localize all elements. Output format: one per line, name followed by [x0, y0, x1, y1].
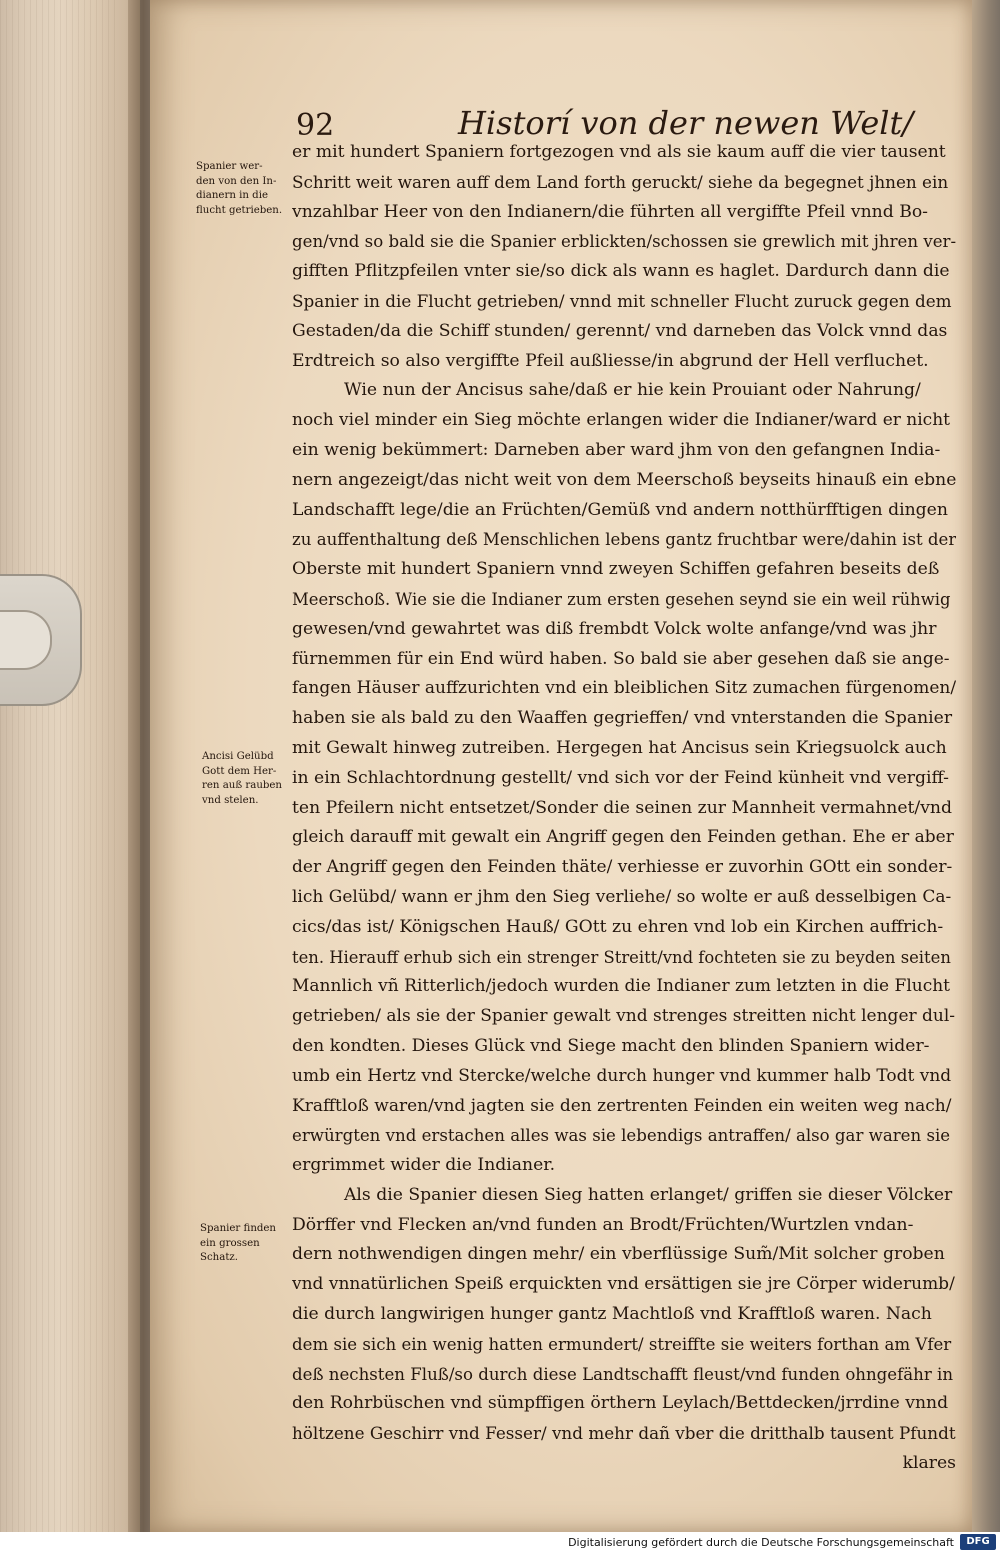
- text-line: Als die Spanier diesen Sieg hatten erlanget/ griffen sie dieser Völcker: [344, 1184, 953, 1205]
- text-line: getrieben/ als sie der Spanier gewalt vnd strenges streitten nicht lenger dul-: [292, 1006, 956, 1027]
- right-page-edge: [972, 0, 1000, 1532]
- marginal-note-line: Gott dem Her-: [202, 765, 277, 777]
- running-title: Historí von der newen Welt/: [458, 104, 914, 142]
- text-line: ein wenig bekümmert: Darneben aber ward jhm von den gefangnen India-: [292, 439, 941, 460]
- page-clip-inner: [0, 610, 52, 670]
- text-line: fangen Häuser auffzurichten vnd ein bleiblichen Sitz zumachen fürgenomen/: [292, 678, 956, 699]
- text-line: cics/das ist/ Königschen Hauß/ GOtt zu ehren vnd lob ein Kirchen auffrich-: [292, 916, 944, 937]
- text-line: den kondten. Dieses Glück vnd Siege macht den blinden Spaniern wider-: [292, 1035, 930, 1056]
- marginal-note-line: vnd stelen.: [202, 794, 259, 806]
- text-line: die durch langwirigen hunger gantz Machtloß vnd Krafftloß waren. Nach: [292, 1304, 932, 1325]
- text-line: ergrimmet wider die Indianer.: [292, 1155, 556, 1176]
- text-line: nern angezeigt/das nicht weit von dem Meerschoß beyseits hinauß ein ebne: [292, 469, 956, 490]
- text-line: deß nechsten Fluß/so durch diese Landtschafft fleust/vnd funden ohngefähr in: [292, 1364, 954, 1384]
- text-line: gen/vnd so bald sie die Spanier erblickten/schossen sie grewlich mit jhren ver-: [292, 232, 956, 252]
- text-line: vnd vnnatürlichen Speiß erquickten vnd ersättigen sie jre Cörper widerumb/: [292, 1274, 955, 1295]
- page-number: 92: [296, 108, 335, 143]
- marginal-note-line: ren auß rauben: [202, 780, 282, 792]
- page-clip-tab: [0, 574, 82, 706]
- text-line: er mit hundert Spaniern fortgezogen vnd als sie kaum auff die vier tausent: [292, 142, 946, 162]
- text-line: erwürgten vnd erstachen alles was sie lebendigs antraffen/ also gar waren sie: [292, 1126, 951, 1146]
- text-line: lich Gelübd/ wann er jhm den Sieg verliehe/ so wolte er auß desselbigen Ca-: [292, 886, 952, 907]
- text-line: gifften Pflitzpfeilen vnter sie/so dick als wann es haglet. Dardurch dann die: [292, 261, 950, 282]
- body-text: [292, 138, 956, 1479]
- text-line: höltzene Geschirr vnd Fesser/ vnd mehr dañ vber die dritthalb tausent Pfundt: [292, 1423, 956, 1444]
- text-line: Dörffer vnd Flecken an/vnd funden an Brodt/Früchten/Wurtzlen vndan-: [292, 1214, 914, 1235]
- marginal-note-line: Spanier wer-: [196, 161, 263, 172]
- text-line: Oberste mit hundert Spaniern vnnd zweyen Schiffen gefahren beseits deß: [292, 559, 940, 580]
- marginal-note-line: Spanier finden: [200, 1223, 276, 1234]
- marginal-note-line: den von den In-: [196, 175, 277, 187]
- text-line: Gestaden/da die Schiff stunden/ gerennt/ vnd darneben das Volck vnnd das: [292, 320, 948, 341]
- text-line: haben sie als bald zu den Waaffen gegrieffen/ vnd vnterstanden die Spanier: [292, 708, 953, 729]
- text-line: noch viel minder ein Sieg möchte erlangen wider die Indianer/ward er nicht: [292, 410, 950, 431]
- text-line: vnzahlbar Heer von den Indianern/die führten all vergiffte Pfeil vnnd Bo-: [292, 201, 928, 222]
- text-line: ten. Hierauff erhub sich ein strenger Streitt/vnd fochteten sie zu beyden seiten: [292, 947, 951, 967]
- text-line: Landschafft lege/die an Früchten/Gemüß vnd andern notthürfftigen dingen: [292, 499, 948, 520]
- text-line: dem sie sich ein wenig hatten ermundert/ streiffte sie weiters forthan am Vfer: [292, 1334, 952, 1354]
- text-line: Wie nun der Ancisus sahe/daß er hie kein Prouiant oder Nahrung/: [344, 380, 921, 401]
- text-line: gewesen/vnd gewahrtet was diß frembdt Volck wolte anfange/vnd was jhr: [292, 618, 937, 639]
- marginal-note-line: Ancisi Gelübd: [202, 751, 274, 762]
- text-line: fürnemmen für ein End würd haben. So bald sie aber gesehen daß sie ange-: [292, 648, 950, 669]
- text-line: mit Gewalt hinweg zutreiben. Hergegen hat Ancisus sein Kriegsuolck auch: [292, 737, 947, 758]
- marginal-note-line: flucht getrieben.: [196, 204, 283, 216]
- dfg-logo: DFG: [960, 1534, 996, 1550]
- text-line: in ein Schlachtordnung gestellt/ vnd sich vor der Feind künheit vnd vergiff-: [292, 767, 949, 788]
- marginal-note-line: Schatz.: [200, 1252, 239, 1264]
- catchword: klares: [902, 1453, 956, 1474]
- marginal-note-1: [196, 160, 282, 218]
- text-line: Krafftloß waren/vnd jagten sie den zertrenten Feinden ein weiten weg nach/: [292, 1095, 952, 1116]
- funding-credit: Digitalisierung gefördert durch die Deutsche Forschungsgemeinschaft: [568, 1536, 954, 1549]
- marginal-note-2: [202, 750, 282, 808]
- page-edges: [0, 0, 120, 1532]
- footer-bar: [0, 1532, 1000, 1553]
- text-line: Spanier in die Flucht getrieben/ vnnd mit schneller Flucht zuruck gegen dem: [292, 290, 952, 311]
- text-line: dern nothwendigen dingen mehr/ ein vberflüssige Sum̃/Mit solcher groben: [292, 1244, 945, 1265]
- text-line: Mannlich vñ Ritterlich/jedoch wurden die Indianer zum letzten in die Flucht: [292, 976, 951, 997]
- marginal-note-3: [200, 1222, 276, 1266]
- marginal-note-line: dianern in die: [196, 190, 268, 202]
- text-line: der Angriff gegen den Feinden thäte/ verhiesse er zuvorhin GOtt ein sonder-: [292, 857, 953, 878]
- text-line: Meerschoß. Wie sie die Indianer zum ersten gesehen seynd sie ein weil rühwig: [292, 589, 951, 609]
- marginal-note-line: ein grossen: [200, 1237, 260, 1249]
- text-line: ten Pfeilern nicht entsetzet/Sonder die seinen zur Mannheit vermahnet/vnd: [292, 797, 952, 818]
- text-line: Schritt weit waren auff dem Land forth geruckt/ siehe da begegnet jhnen ein: [292, 171, 949, 192]
- text-line: gleich darauff mit gewalt ein Angriff gegen den Feinden gethan. Ehe er aber: [292, 827, 954, 848]
- text-line: zu auffenthaltung deß Menschlichen lebens gantz fruchtbar were/dahin ist der: [292, 530, 956, 550]
- text-line: den Rohrbüschen vnd sümpffigen örthern Leylach/Bettdecken/jrrdine vnnd: [292, 1393, 949, 1414]
- text-line: Erdtreich so also vergiffte Pfeil außliesse/in abgrund der Hell verfluchet.: [292, 350, 929, 371]
- text-line: umb ein Hertz vnd Stercke/welche durch hunger vnd kummer halb Todt vnd: [292, 1065, 952, 1086]
